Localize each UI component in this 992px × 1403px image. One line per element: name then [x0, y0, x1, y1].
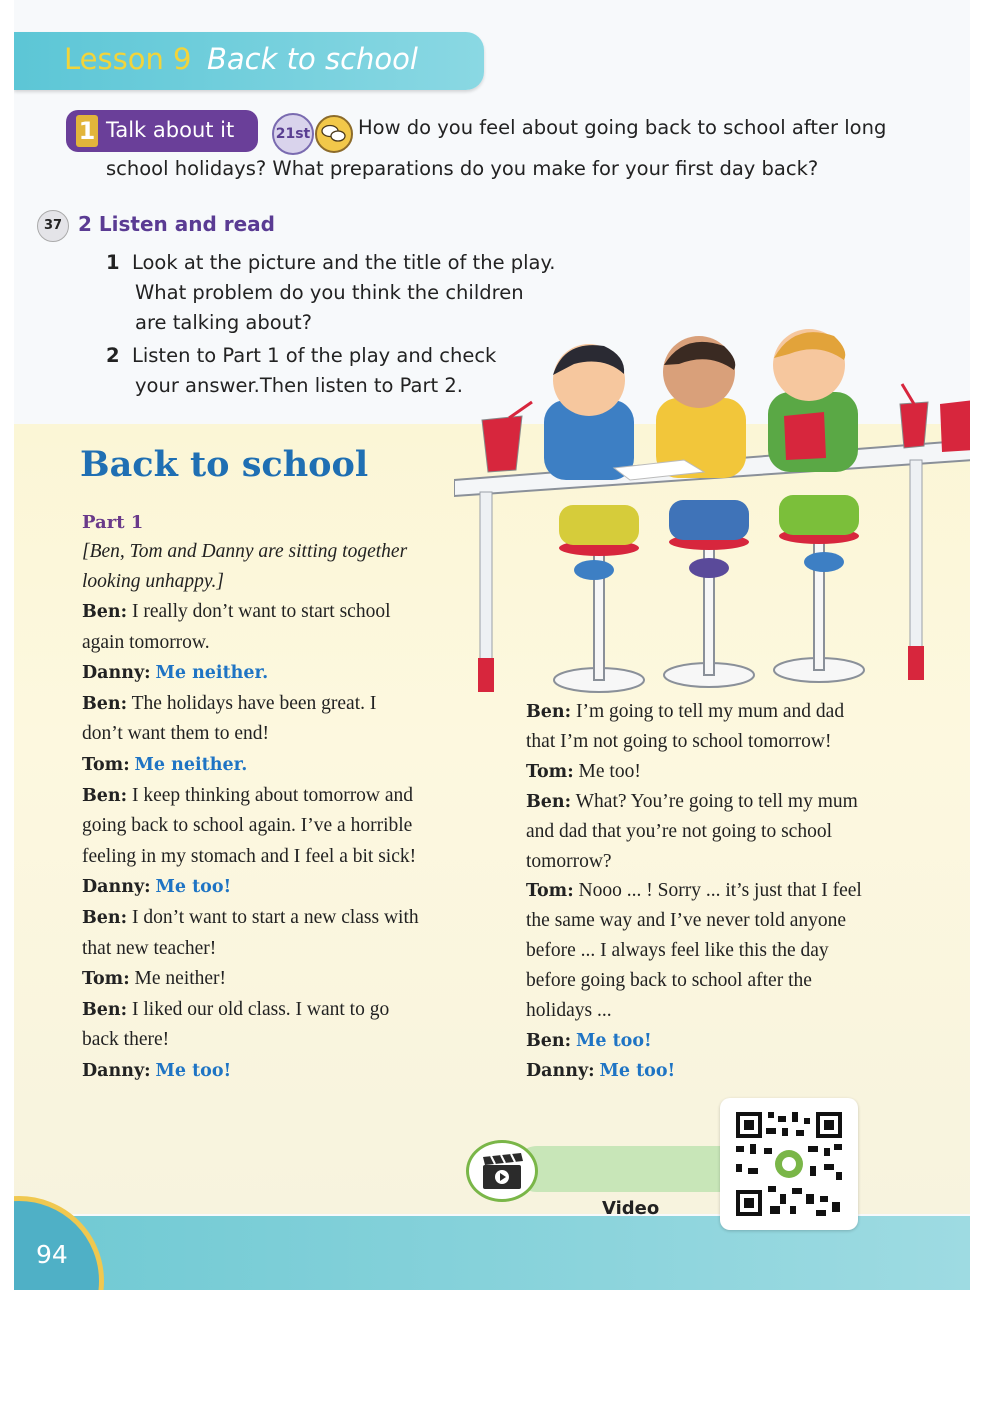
speaker-name: Ben:	[526, 702, 572, 722]
lesson-title: Back to school	[207, 42, 418, 76]
dialogue-line	[526, 1000, 612, 1022]
line-text: I keep thinking about tomorrow and	[127, 784, 414, 806]
emphasis-text: Me neither.	[155, 663, 269, 684]
dialogue-line	[526, 821, 832, 843]
line-text: feeling in my stomach and I feel a bit sick!	[82, 845, 417, 867]
line-text: Nooo ... ! Sorry ... it’s just that I feel	[573, 880, 862, 902]
speaker-name: Danny:	[82, 877, 151, 898]
dialogue-line	[526, 910, 846, 932]
dialogue-line	[82, 815, 412, 837]
speaker-name: Ben:	[82, 908, 128, 928]
speaker-name: Tom:	[82, 755, 130, 775]
dialogue-line	[82, 876, 231, 898]
dialogue-line	[82, 1029, 169, 1051]
talk-about-it-label	[66, 110, 258, 152]
textbook-page	[14, 0, 970, 1290]
speaker-name: Tom:	[526, 881, 574, 902]
dialogue-line	[82, 693, 376, 715]
listen-and-read-heading: 2 Listen and read	[78, 212, 275, 236]
dialogue-line	[82, 785, 413, 807]
speaker-name: Ben:	[82, 999, 128, 1020]
step-1-line-2: What problem do you think the children	[135, 281, 524, 304]
dialogue-line	[82, 999, 389, 1021]
dialogue-line	[526, 731, 831, 753]
emphasis-text: Me too!	[599, 1060, 676, 1081]
dialogue-line	[82, 968, 226, 990]
line-text: before going back to school after the	[526, 970, 812, 992]
page-number: 94	[36, 1240, 68, 1269]
discussion-question-line2: school holidays? What preparations do you make for your first day back?	[106, 157, 819, 180]
emphasis-text: Me too!	[575, 1030, 652, 1051]
speaker-name: Ben:	[82, 693, 128, 714]
emphasis-text: Me neither.	[134, 755, 248, 775]
line-text: What? You’re going to tell my mum	[571, 790, 858, 812]
video-strip	[514, 1146, 734, 1192]
discussion-question-line1: How do you feel about going back to school after long	[358, 116, 887, 139]
line-text: the same way and I’ve never told anyone	[526, 910, 846, 932]
dialogue-line	[82, 907, 419, 929]
dialogue-line	[82, 662, 268, 684]
step-1-line-3: are talking about?	[135, 311, 313, 334]
speech-bubbles-icon	[315, 115, 353, 153]
step-1-line-1: 1 Look at the picture and the title of the play.	[106, 251, 556, 274]
dialogue-line	[526, 851, 612, 873]
speaker-name: Ben:	[82, 602, 128, 622]
speaker-name: Tom:	[82, 969, 130, 990]
line-text: and dad that you’re not going to school	[526, 820, 832, 842]
line-text: I really don’t want to start school	[127, 601, 391, 622]
lesson-banner	[14, 32, 484, 90]
dialogue-line	[82, 1060, 231, 1082]
speaker-name: Tom:	[526, 761, 574, 782]
dialogue-line	[526, 1030, 652, 1052]
line-text: The holidays have been great. I	[127, 692, 377, 714]
dialogue-line	[82, 846, 416, 868]
line-text: Me too!	[573, 760, 641, 782]
dialogue-line	[526, 791, 858, 813]
qr-code[interactable]	[720, 1098, 858, 1230]
line-text: tomorrow?	[526, 850, 612, 872]
dialogue-line	[526, 1060, 675, 1082]
line-text: don’t want them to end!	[82, 723, 270, 745]
dialogue-line	[82, 938, 216, 960]
video-clapperboard-icon[interactable]	[466, 1140, 538, 1202]
dialogue-line	[526, 701, 844, 723]
emphasis-text: Me too!	[155, 1061, 232, 1081]
line-text: that I’m not going to school tomorrow!	[526, 730, 832, 752]
21st-century-skills-icon: 21st	[272, 113, 314, 155]
stage-direction-line2: looking unhappy.]	[82, 571, 224, 592]
line-text: I liked our old class. I want to go	[127, 998, 390, 1020]
dialogue-line	[526, 970, 812, 992]
audio-track-icon[interactable]: 37	[37, 210, 69, 242]
dialogue-line	[82, 601, 390, 623]
line-text: back there!	[82, 1029, 170, 1051]
speaker-name: Ben:	[526, 1030, 572, 1051]
line-text: Me neither!	[129, 968, 227, 990]
speaker-name: Ben:	[82, 785, 128, 806]
dialogue-line	[526, 880, 862, 902]
dialogue-line	[82, 632, 210, 654]
emphasis-text: Me too!	[155, 877, 232, 898]
section-label: Talk about it	[106, 118, 235, 142]
line-text: before ... I always feel like this the day	[526, 940, 829, 962]
dialogue-line	[82, 754, 247, 776]
speaker-name: Danny:	[82, 663, 151, 684]
lesson-number: Lesson 9	[64, 42, 192, 76]
dialogue-line	[526, 940, 829, 962]
part-heading: Part 1	[82, 512, 144, 533]
speaker-name: Danny:	[526, 1060, 595, 1081]
line-text: I don’t want to start a new class with	[127, 907, 419, 928]
step-2-line-2: your answer.Then listen to Part 2.	[135, 374, 463, 397]
play-title: Back to school	[80, 444, 369, 485]
dialogue-line	[82, 723, 269, 745]
children-at-table-illustration	[454, 320, 970, 700]
step-2-line-1: 2 Listen to Part 1 of the play and check	[106, 344, 497, 367]
speaker-name: Ben:	[526, 791, 572, 812]
section-number: 1	[76, 115, 98, 147]
dialogue-line	[526, 761, 641, 783]
line-text: I’m going to tell my mum and dad	[571, 701, 845, 722]
line-text: going back to school again. I’ve a horrible	[82, 815, 413, 837]
video-label: Video	[602, 1198, 660, 1219]
line-text: holidays ...	[526, 1000, 612, 1021]
line-text: again tomorrow.	[82, 631, 210, 653]
speaker-name: Danny:	[82, 1061, 151, 1081]
line-text: that new teacher!	[82, 937, 217, 959]
stage-direction-line1: [Ben, Tom and Danny are sitting together	[82, 541, 408, 562]
